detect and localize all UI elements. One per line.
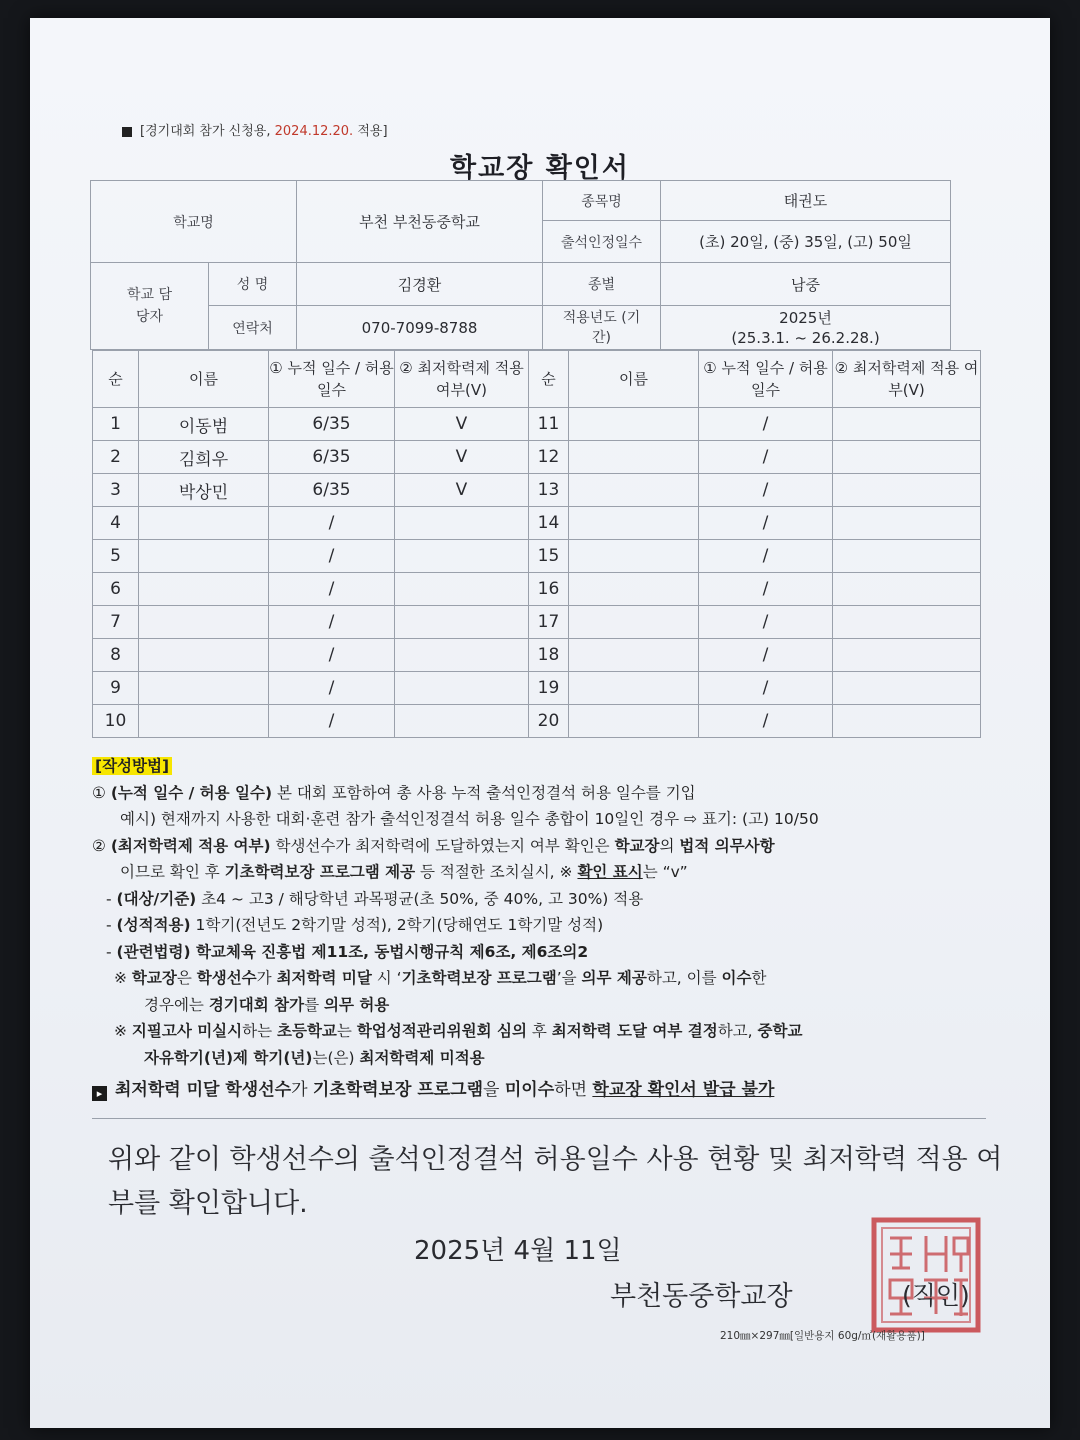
attendance-days: / [699, 705, 833, 738]
student-name [139, 639, 269, 672]
contact-value: 070-7099-8788 [297, 306, 543, 350]
row-number: 6 [93, 573, 139, 606]
instruction-note-2-cont: 자유학기(년)제 학기(년)는(은) 최저학력제 미적용 [144, 1048, 485, 1067]
instructions-section [92, 753, 992, 1104]
min-academic-check [395, 639, 529, 672]
instructions-heading: [작성방법] [92, 757, 172, 775]
table-row [93, 606, 981, 639]
instruction-law: - (관련법령) 학교체육 진흥법 제11조, 동법시행규칙 제6조, 제6조의2 [106, 942, 589, 961]
attendance-days: / [269, 705, 395, 738]
row-number: 19 [529, 672, 569, 705]
header-days: ① 누적 일수 / 허용 일수 [699, 351, 833, 408]
header-note-date: 2024.12.20. [274, 124, 354, 139]
contact-label: 연락처 [209, 306, 297, 350]
seal-label: (직인) [902, 1281, 970, 1310]
header-no: 순 [93, 351, 139, 408]
table-row [93, 672, 981, 705]
min-academic-check [833, 639, 981, 672]
instruction-grade: - (성적적용) 1학기(전년도 2학기말 성적), 2학기(당해연도 1학기말 성적) [106, 916, 604, 934]
min-academic-check [833, 705, 981, 738]
student-name [569, 705, 699, 738]
min-academic-check [833, 408, 981, 441]
row-number: 20 [529, 705, 569, 738]
student-name [139, 672, 269, 705]
header-applied: ② 최저학력제 적용 여부(V) [833, 351, 981, 408]
attendance-days: / [269, 672, 395, 705]
manager-label: 학교 담당자 [91, 263, 209, 350]
student-name: 박상민 [139, 474, 269, 507]
student-name: 김희우 [139, 441, 269, 474]
section-divider [92, 1118, 986, 1119]
attendance-days: / [699, 573, 833, 606]
header-name: 이름 [139, 351, 269, 408]
table-row [93, 540, 981, 573]
name-label: 성 명 [209, 263, 297, 306]
header-applied: ② 최저학력제 적용 여부(V) [395, 351, 529, 408]
attendance-days: / [699, 540, 833, 573]
student-name [569, 672, 699, 705]
min-academic-check [395, 672, 529, 705]
min-academic-check [833, 474, 981, 507]
attendance-days: / [699, 441, 833, 474]
student-name [569, 507, 699, 540]
row-number: 11 [529, 408, 569, 441]
instruction-item-2-cont: 이므로 확인 후 기초학력보장 프로그램 제공 등 적절한 조치실시, ※ 확인 표시는 “v” [120, 863, 688, 881]
attendance-days: / [269, 639, 395, 672]
attendance-days: 6/35 [269, 408, 395, 441]
row-number: 1 [93, 408, 139, 441]
student-name [139, 705, 269, 738]
roster-header-row [93, 351, 981, 408]
attendance-days: / [699, 639, 833, 672]
min-academic-check [833, 441, 981, 474]
row-number: 3 [93, 474, 139, 507]
manager-name-value: 김경환 [297, 263, 543, 306]
school-info-table [90, 180, 951, 350]
min-academic-check: V [395, 408, 529, 441]
attendance-days: / [699, 474, 833, 507]
year-value: 2025년 [779, 308, 832, 327]
division-label: 종별 [543, 263, 661, 306]
row-number: 9 [93, 672, 139, 705]
row-number: 12 [529, 441, 569, 474]
row-number: 2 [93, 441, 139, 474]
attendance-days: / [269, 573, 395, 606]
event-value: 태권도 [661, 181, 951, 221]
min-academic-check [395, 507, 529, 540]
student-name [569, 474, 699, 507]
min-academic-check [833, 573, 981, 606]
official-seal-stamp [868, 1214, 984, 1336]
row-number: 8 [93, 639, 139, 672]
attendance-days: 6/35 [269, 441, 395, 474]
student-name [569, 441, 699, 474]
paper-spec-note: 210㎜×297㎜[일반용지 60g/㎡(재활용품)] [720, 1330, 925, 1342]
student-name [139, 540, 269, 573]
min-academic-check [833, 507, 981, 540]
attendance-label: 출석인정일수 [543, 221, 661, 263]
student-name [569, 408, 699, 441]
min-academic-check [833, 606, 981, 639]
min-academic-check: V [395, 441, 529, 474]
principal-name: 부천동중학교장 [610, 1281, 793, 1312]
arrow-box-icon: ▸ [92, 1086, 107, 1101]
min-academic-check: V [395, 474, 529, 507]
instruction-note-2: ※ 지필고사 미실시하는 초등학교는 학업성적관리위원회 심의 후 최저학력 도달 여부 결정하고, 중학교 [114, 1022, 803, 1040]
table-row [93, 705, 981, 738]
table-row [93, 573, 981, 606]
row-number: 13 [529, 474, 569, 507]
row-number: 7 [93, 606, 139, 639]
student-name [569, 606, 699, 639]
confirmation-text: 위와 같이 학생선수의 출석인정결석 허용일수 사용 현황 및 최저학력 적용 여부를 확인합니다. [108, 1144, 1003, 1219]
attendance-value: (초) 20일, (중) 35일, (고) 50일 [661, 221, 951, 263]
row-number: 14 [529, 507, 569, 540]
instruction-example: 예시) 현재까지 사용한 대회·훈련 참가 출석인정결석 허용 일수 총합이 10일인 경우 ⇨ 표기: (고) 10/50 [120, 810, 819, 828]
header-no: 순 [529, 351, 569, 408]
year-cell [661, 306, 951, 350]
row-number: 15 [529, 540, 569, 573]
event-label: 종목명 [543, 181, 661, 221]
student-name [139, 606, 269, 639]
row-number: 10 [93, 705, 139, 738]
attendance-days: / [699, 408, 833, 441]
square-bullet-icon [122, 127, 132, 137]
page-title: 학교장 확인서 [450, 153, 630, 184]
year-label: 적용년도 (기간) [543, 306, 661, 350]
table-row [93, 408, 981, 441]
attendance-days: / [699, 606, 833, 639]
attendance-days: / [699, 507, 833, 540]
header-name: 이름 [569, 351, 699, 408]
row-number: 5 [93, 540, 139, 573]
issue-date: 2025년 4월 11일 [414, 1236, 622, 1266]
table-row [93, 474, 981, 507]
attendance-days: / [269, 606, 395, 639]
row-number: 16 [529, 573, 569, 606]
student-name [569, 540, 699, 573]
attendance-days: / [269, 540, 395, 573]
student-name [139, 507, 269, 540]
row-number: 4 [93, 507, 139, 540]
table-row [93, 639, 981, 672]
division-value: 남중 [661, 263, 951, 306]
min-academic-check [833, 672, 981, 705]
min-academic-check [395, 540, 529, 573]
instruction-item-1: ① (누적 일수 / 허용 일수) 본 대회 포함하여 총 사용 누적 출석인정결석 허용 일수를 기입 [92, 783, 696, 802]
attendance-days: 6/35 [269, 474, 395, 507]
document-paper [30, 18, 1050, 1428]
instruction-final-note: ▸ 최저학력 미달 학생선수가 기초학력보장 프로그램을 미이수하면 학교장 확인서 발급 불가 [92, 1077, 992, 1104]
min-academic-check [395, 705, 529, 738]
attendance-days: / [269, 507, 395, 540]
min-academic-check [833, 540, 981, 573]
school-name-label: 학교명 [91, 181, 297, 263]
student-name [139, 573, 269, 606]
instruction-target: - (대상/기준) 초4 ~ 고3 / 해당학년 과목평균(초 50%, 중 40%, 고 30%) 적용 [106, 889, 644, 908]
table-row [93, 441, 981, 474]
min-academic-check [395, 573, 529, 606]
roster-table [92, 350, 981, 738]
student-name [569, 573, 699, 606]
min-academic-check [395, 606, 529, 639]
header-days: ① 누적 일수 / 허용 일수 [269, 351, 395, 408]
student-name [569, 639, 699, 672]
table-row [93, 507, 981, 540]
row-number: 18 [529, 639, 569, 672]
student-name: 이동범 [139, 408, 269, 441]
school-name-value: 부천 부천동중학교 [297, 181, 543, 263]
row-number: 17 [529, 606, 569, 639]
instruction-note-1: ※ 학교장은 학생선수가 최저학력 미달 시 ‘기초학력보장 프로그램’을 의무 제공하고, 이를 이수한 [114, 969, 767, 987]
attendance-days: / [699, 672, 833, 705]
instruction-item-2: ② (최저학력제 적용 여부) 학생선수가 최저학력에 도달하였는지 여부 확인은 학교장의 법적 의무사항 [92, 836, 775, 855]
header-note: [경기대회 참가 신청용, 2024.12.20. 적용] [122, 120, 388, 139]
period-value: (25.3.1. ~ 26.2.28.) [731, 328, 880, 347]
instruction-note-1-cont: 경우에는 경기대회 참가를 의무 허용 [144, 995, 390, 1014]
